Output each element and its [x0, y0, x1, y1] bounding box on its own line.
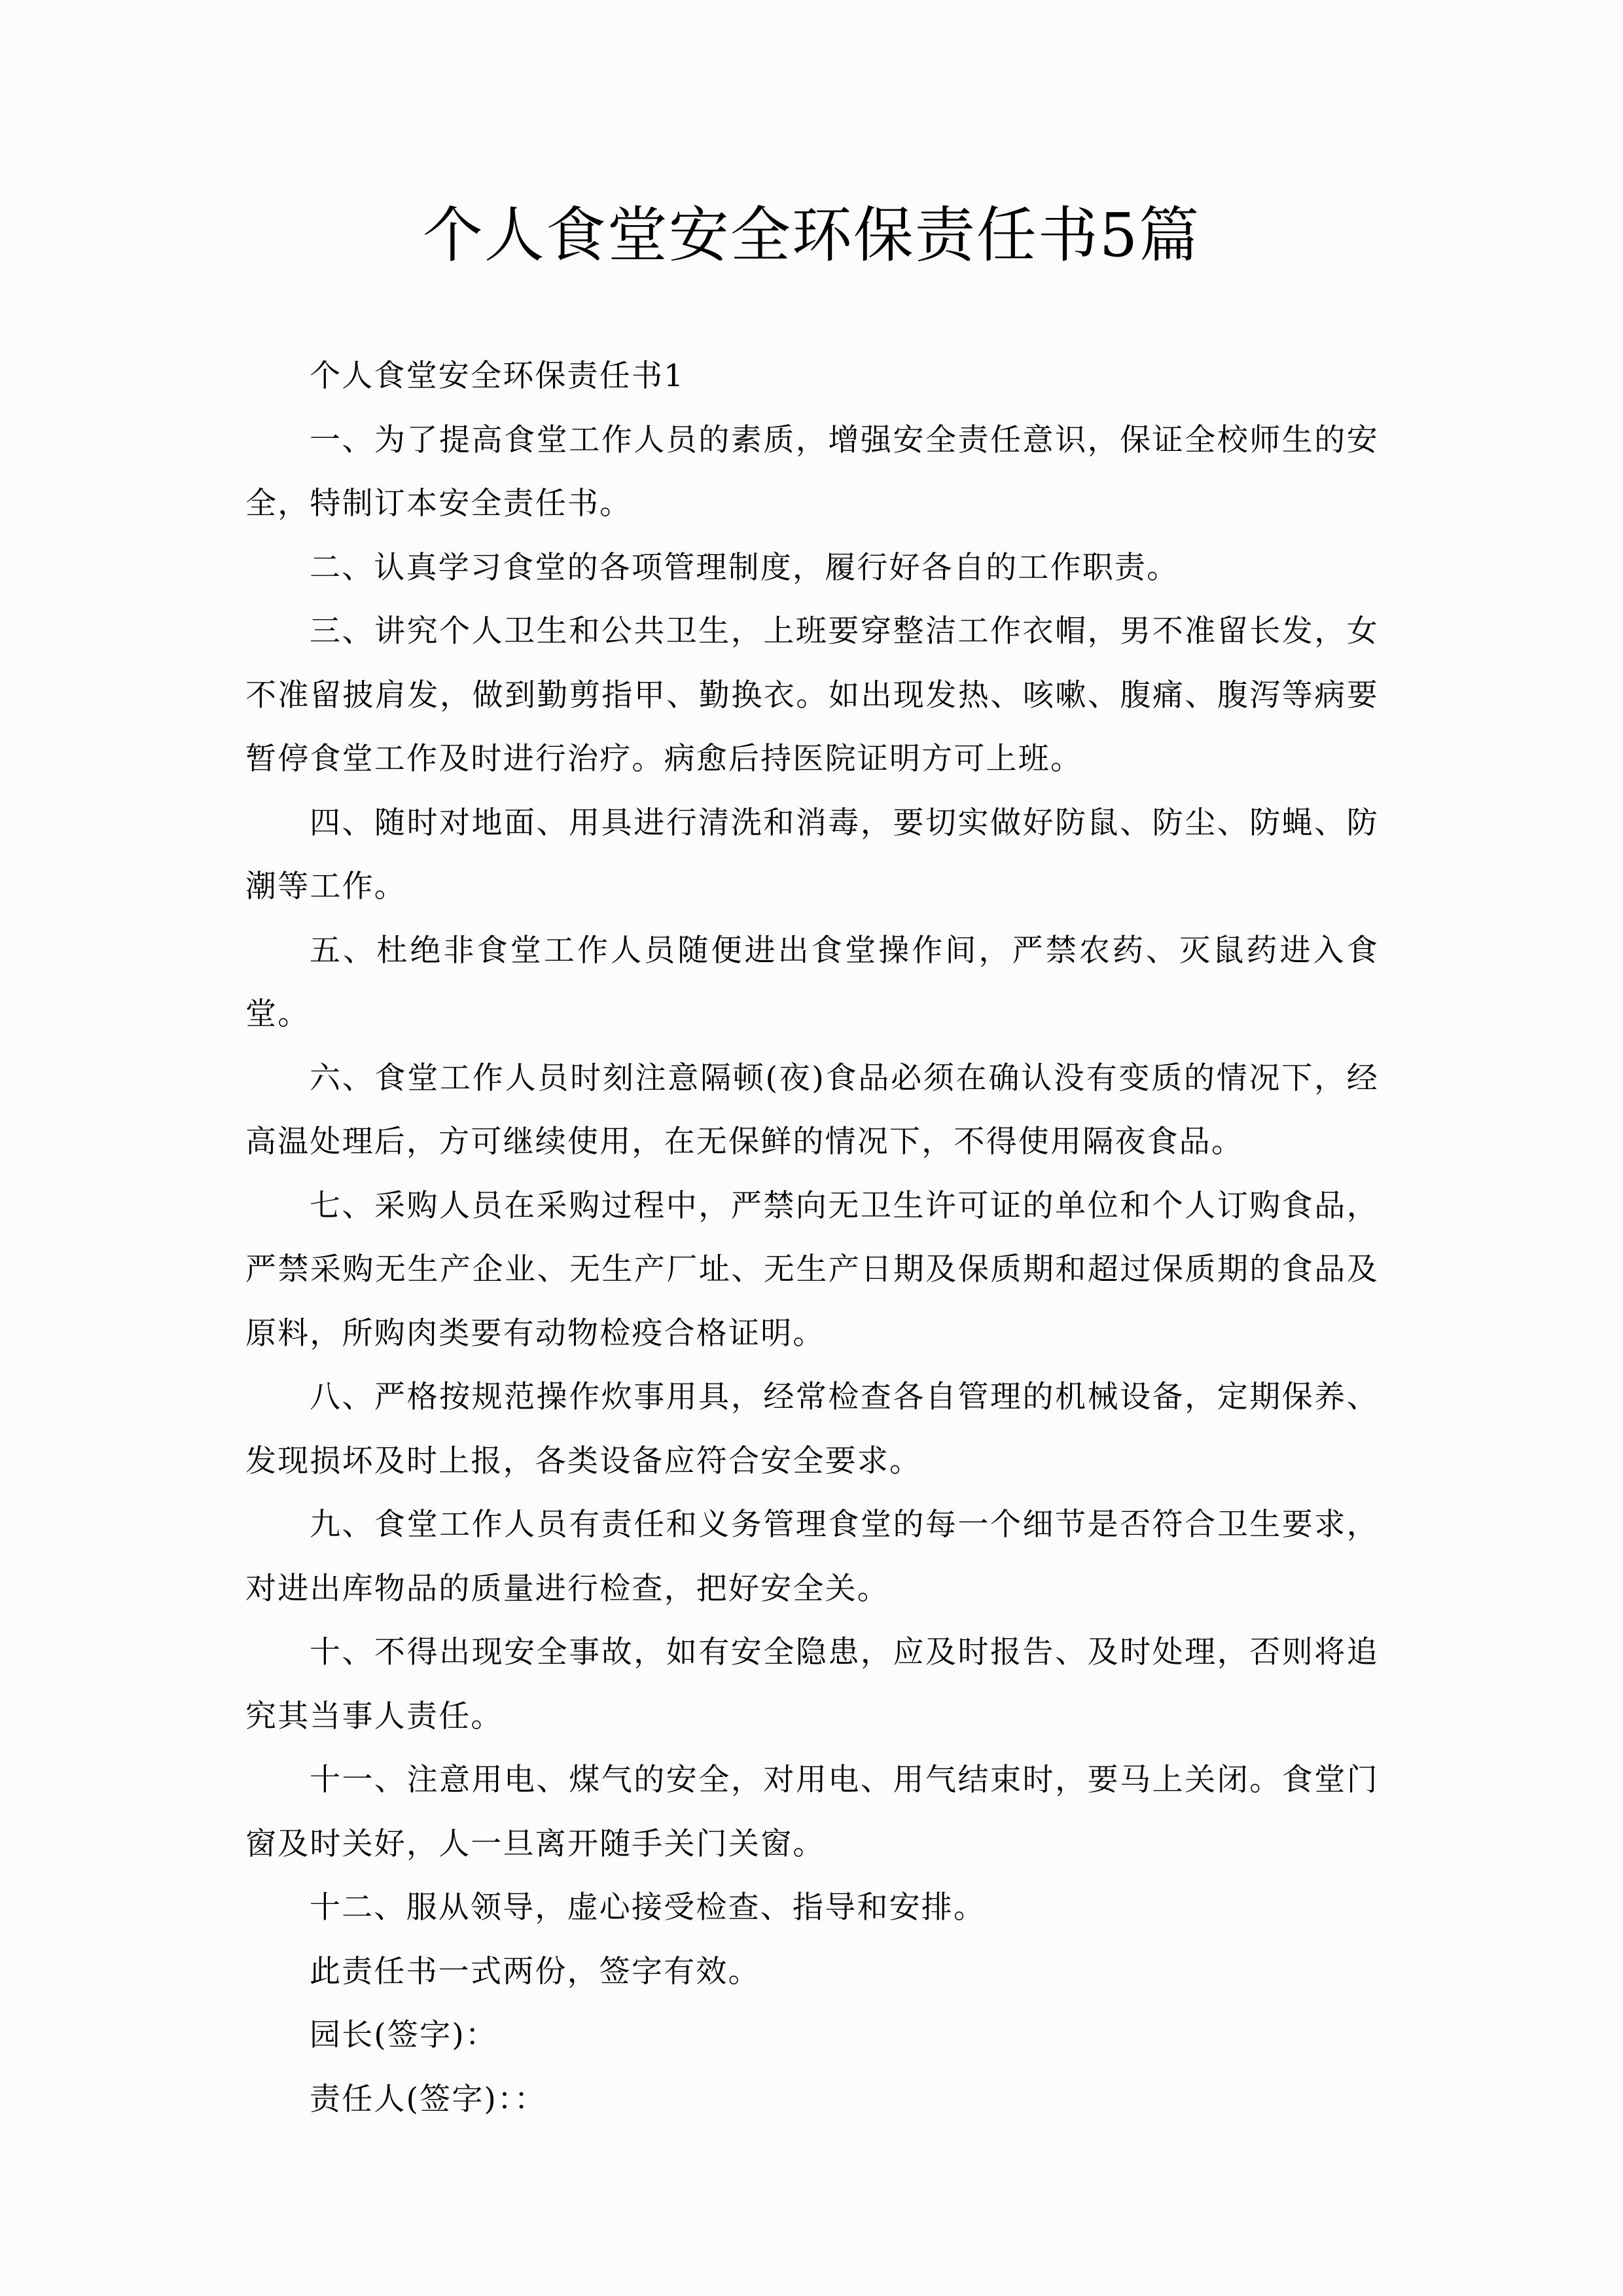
clause-8: 八、严格按规范操作炊事用具，经常检查各自管理的机械设备，定期保养、发现损坏及时上报，各类设备应符合安全要求。: [245, 1379, 1379, 1479]
clause-12: 十二、服从领导，虚心接受检查、指导和安排。: [310, 1890, 986, 1926]
validity-statement: 此责任书一式两份，签字有效。: [310, 1953, 760, 1990]
responsible-person-signature-label: 责任人(签字)：：: [310, 2081, 546, 2117]
clause-11: 十一、注意用电、煤气的安全，对用电、用气结束时，要马上关闭。食堂门窗及时关好，人一旦离开随手关门关窗。: [245, 1762, 1379, 1862]
clause-3: 三、讲究个人卫生和公共卫生，上班要穿整洁工作衣帽，男不准留长发，女不准留披肩发，做到勤剪指甲、勤换衣。如出现发热、咳嗽、腹痛、腹泻等病要暂停食堂工作及时进行治疗。病愈后持医院证明方可上班。: [245, 613, 1379, 777]
clause-1: 一、为了提高食堂工作人员的素质，增强安全责任意识，保证全校师生的安全，特制订本安全责任书。: [245, 422, 1379, 522]
document-title: 个人食堂安全环保责任书5篇: [422, 200, 1201, 270]
section-heading: 个人食堂安全环保责任书1: [310, 358, 685, 394]
clause-2: 二、认真学习食堂的各项管理制度，履行好各自的工作职责。: [310, 549, 1179, 586]
principal-signature-label: 园长(签字)：: [310, 2017, 498, 2053]
clause-7: 七、采购人员在采购过程中，严禁向无卫生许可证的单位和个人订购食品，严禁采购无生产企业、无生产厂址、无生产日期及保质期和超过保质期的食品及原料，所购肉类要有动物检疫合格证明。: [245, 1187, 1379, 1352]
clause-5: 五、杜绝非食堂工作人员随便进出食堂操作间，严禁农药、灭鼠药进入食堂。: [245, 932, 1379, 1032]
document-body: [245, 344, 1379, 2131]
clause-4: 四、随时对地面、用具进行清洗和消毒，要切实做好防鼠、防尘、防蝇、防潮等工作。: [245, 804, 1379, 905]
clause-9: 九、食堂工作人员有责任和义务管理食堂的每一个细节是否符合卫生要求，对进出库物品的质量进行检查，把好安全关。: [245, 1507, 1379, 1607]
clause-10: 十、不得出现安全事故，如有安全隐患，应及时报告、及时处理，否则将追究其当事人责任。: [245, 1634, 1379, 1734]
clause-6: 六、食堂工作人员时刻注意隔顿(夜)食品必须在确认没有变质的情况下，经高温处理后，方可继续使用，在无保鲜的情况下，不得使用隔夜食品。: [245, 1060, 1379, 1160]
